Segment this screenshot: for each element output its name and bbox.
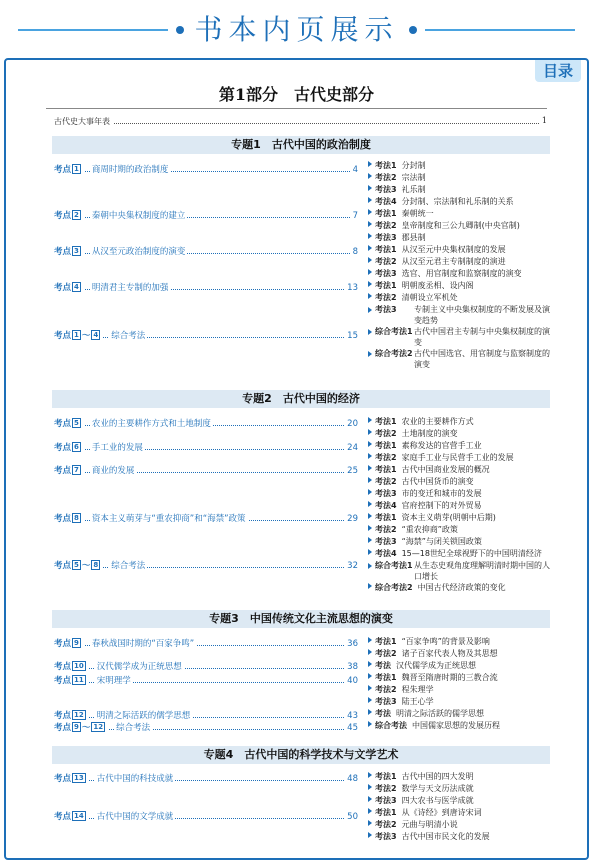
kaodian-number: 5 bbox=[74, 561, 79, 569]
kaodian-number: 14 bbox=[74, 812, 84, 820]
kaofa-label: 考法2 bbox=[375, 685, 397, 694]
toc-entry[interactable] bbox=[54, 722, 358, 734]
toc-entry[interactable] bbox=[54, 282, 358, 294]
kaofa-item[interactable] bbox=[368, 160, 554, 172]
entry-title: 汉代儒学成为正统思想 bbox=[96, 662, 182, 672]
kaofa-item[interactable] bbox=[368, 452, 554, 464]
kaofa-text: 诸子百家代表人物及其思想 bbox=[401, 649, 498, 658]
page-number: 20 bbox=[344, 418, 358, 430]
kaodian-tag: 考点 11 bbox=[54, 676, 89, 686]
kaodian-number: 13 bbox=[74, 774, 84, 782]
kaodian-tag: 考点 2 bbox=[54, 211, 84, 221]
kaofa-text: 专制主义中央集权制度的不断发展及演变趋势 bbox=[414, 305, 550, 325]
arrow-icon bbox=[368, 477, 372, 483]
entry-title: 秦朝中央集权制度的建立 bbox=[91, 211, 186, 221]
kaofa-label: 考法2 bbox=[375, 173, 397, 182]
kaofa-text: 秦朝统一 bbox=[401, 209, 434, 218]
kaodian-tag: 考点 9 bbox=[54, 639, 84, 649]
kaofa-item[interactable] bbox=[368, 783, 554, 795]
kaofa-label: 综合考法1 bbox=[375, 561, 413, 570]
kaofa-item[interactable] bbox=[368, 268, 554, 280]
kaofa-item[interactable] bbox=[368, 548, 554, 560]
kaofa-text: 从生态史观角度理解明清时期中国的人口增长 bbox=[414, 561, 550, 581]
arrow-icon bbox=[368, 465, 372, 471]
kaofa-label: 考法4 bbox=[375, 501, 397, 510]
kaofa-text: 程朱理学 bbox=[401, 685, 434, 694]
entry-title: 综合考法 bbox=[116, 723, 151, 733]
banner-title: 书本内页展示 bbox=[194, 13, 399, 46]
toc-entry[interactable] bbox=[54, 710, 358, 722]
kaofa-text: 市的变迁和城市的发展 bbox=[401, 489, 482, 498]
kaofa-label: 考法2 bbox=[375, 257, 397, 266]
kaofa-text: “海禁”与闭关锁国政策 bbox=[401, 537, 482, 546]
entry-title: 综合考法 bbox=[111, 331, 146, 341]
kaodian-number: 11 bbox=[74, 676, 84, 684]
kaofa-label: 考法3 bbox=[375, 796, 397, 805]
toc-badge: 目录 bbox=[535, 60, 581, 82]
kaofa-text: 古代中国君主专制与中央集权制度的演变 bbox=[414, 327, 550, 347]
toc-entry[interactable] bbox=[54, 442, 358, 454]
kaodian-tag: 考点 12 bbox=[54, 711, 89, 721]
arrow-icon bbox=[368, 673, 372, 679]
kaofa-label: 考法4 bbox=[375, 197, 397, 206]
kaofa-item[interactable] bbox=[368, 582, 554, 594]
kaofa-item[interactable] bbox=[368, 660, 554, 672]
header-dot-right bbox=[409, 26, 417, 34]
kaofa-text: 陆王心学 bbox=[401, 697, 434, 706]
arrow-icon bbox=[368, 808, 372, 814]
kaofa-list bbox=[368, 636, 554, 732]
kaofa-text: 清朝设立军机处 bbox=[401, 293, 458, 302]
arrow-icon bbox=[368, 221, 372, 227]
toc-entry[interactable] bbox=[54, 661, 358, 673]
kaodian-number: 7 bbox=[74, 466, 79, 474]
kaofa-item[interactable] bbox=[368, 244, 554, 256]
arrow-icon bbox=[368, 513, 372, 519]
kaofa-text: 郡县制 bbox=[401, 233, 426, 242]
kaofa-label: 考法2 bbox=[375, 525, 397, 534]
kaofa-item[interactable] bbox=[368, 476, 554, 488]
kaodian-number: 9 bbox=[74, 639, 79, 647]
kaofa-list bbox=[368, 416, 554, 594]
arrow-icon bbox=[368, 329, 372, 335]
arrow-icon bbox=[368, 269, 372, 275]
kaofa-text: “重农抑商”政策 bbox=[401, 525, 458, 534]
kaodian-number: 8 bbox=[93, 561, 99, 569]
kaofa-label: 综合考法1 bbox=[375, 327, 413, 336]
toc-entry[interactable] bbox=[54, 210, 358, 222]
banner-header bbox=[0, 0, 593, 56]
topic-title-bar: 专题2 古代中国的经济 bbox=[52, 390, 550, 408]
page-number: 7 bbox=[350, 210, 358, 222]
kaofa-label: 考法1 bbox=[375, 673, 397, 682]
arrow-icon bbox=[368, 293, 372, 299]
kaofa-label: 考法2 bbox=[375, 453, 397, 462]
kaofa-item[interactable] bbox=[368, 807, 554, 819]
arrow-icon bbox=[368, 832, 372, 838]
kaofa-text: 古代中国市民文化的发展 bbox=[401, 832, 490, 841]
chronology-page: 1 bbox=[539, 116, 547, 125]
arrow-icon bbox=[368, 583, 372, 589]
kaofa-item[interactable] bbox=[368, 672, 554, 684]
kaofa-text: 古代中国货币的演变 bbox=[401, 477, 474, 486]
toc-entry[interactable] bbox=[54, 465, 358, 477]
toc-entry[interactable] bbox=[54, 560, 358, 572]
kaofa-text: 魏晋至隋唐时期的三教合流 bbox=[401, 673, 498, 682]
kaofa-item[interactable] bbox=[368, 326, 554, 348]
kaofa-label: 考法2 bbox=[375, 820, 397, 829]
kaofa-item[interactable] bbox=[368, 440, 554, 452]
kaofa-label: 综合考法 bbox=[375, 721, 407, 730]
kaofa-label: 考法1 bbox=[375, 209, 397, 218]
kaofa-text: 从汉至元君主专制制度的演进 bbox=[401, 257, 506, 266]
arrow-icon bbox=[368, 161, 372, 167]
kaofa-label: 考法 bbox=[375, 661, 391, 670]
kaodian-tag: 考点 6 bbox=[54, 443, 84, 453]
kaodian-number: 8 bbox=[74, 514, 79, 522]
chronology-entry[interactable] bbox=[54, 116, 547, 130]
kaofa-text: 元曲与明清小说 bbox=[401, 820, 458, 829]
arrow-icon bbox=[368, 661, 372, 667]
kaofa-item[interactable] bbox=[368, 220, 554, 232]
kaofa-label: 考法1 bbox=[375, 281, 397, 290]
toc-entry[interactable] bbox=[54, 638, 358, 650]
page-number: 8 bbox=[350, 246, 358, 258]
chronology-label: 古代史大事年表 bbox=[54, 117, 113, 126]
kaodian-tag: 考点 4 bbox=[54, 283, 84, 293]
kaofa-label: 考法2 bbox=[375, 477, 397, 486]
kaofa-text: 明清之际活跃的儒学思想 bbox=[396, 709, 484, 718]
kaofa-label: 考法3 bbox=[375, 489, 397, 498]
arrow-icon bbox=[368, 709, 372, 715]
page-number: 29 bbox=[344, 513, 358, 525]
kaofa-item[interactable] bbox=[368, 819, 554, 831]
kaofa-label: 考法2 bbox=[375, 649, 397, 658]
kaofa-text: 分封制 bbox=[401, 161, 426, 170]
kaofa-item[interactable] bbox=[368, 488, 554, 500]
kaofa-text: 汉代儒学成为正统思想 bbox=[396, 661, 476, 670]
entry-title: 古代中国的文学成就 bbox=[96, 812, 174, 822]
entry-title: 明清君主专制的加强 bbox=[91, 283, 169, 293]
kaodian-number: 10 bbox=[74, 662, 84, 670]
kaofa-item[interactable] bbox=[368, 292, 554, 304]
entry-title: 综合考法 bbox=[111, 561, 146, 571]
kaofa-item[interactable] bbox=[368, 536, 554, 548]
kaodian-number: 5 bbox=[74, 419, 79, 427]
page-number: 48 bbox=[344, 773, 358, 785]
arrow-icon bbox=[368, 820, 372, 826]
kaofa-label: 考法3 bbox=[375, 697, 397, 706]
page-number: 25 bbox=[344, 465, 358, 477]
kaofa-list bbox=[368, 771, 554, 843]
kaofa-item[interactable] bbox=[368, 256, 554, 268]
entry-title: 手工业的发展 bbox=[91, 443, 143, 453]
arrow-icon bbox=[368, 185, 372, 191]
kaofa-text: 四大农书与医学成就 bbox=[401, 796, 474, 805]
kaofa-text: 土地制度的演变 bbox=[401, 429, 458, 438]
arrow-icon bbox=[368, 697, 372, 703]
arrow-icon bbox=[368, 429, 372, 435]
kaodian-tag: 考点 7 bbox=[54, 466, 84, 476]
kaofa-label: 考法1 bbox=[375, 417, 397, 426]
arrow-icon bbox=[368, 796, 372, 802]
arrow-icon bbox=[368, 649, 372, 655]
kaofa-label: 考法3 bbox=[375, 233, 397, 242]
kaofa-item[interactable] bbox=[368, 172, 554, 184]
part-title: 第1部分 古代史部分 bbox=[218, 85, 375, 104]
kaofa-text: 古代中国商业发展的概况 bbox=[401, 465, 490, 474]
kaofa-text: 古代中国的四大发明 bbox=[401, 772, 474, 781]
kaofa-item[interactable] bbox=[368, 184, 554, 196]
part-divider bbox=[46, 108, 547, 109]
kaofa-label: 考法2 bbox=[375, 429, 397, 438]
kaofa-label: 考法3 bbox=[375, 537, 397, 546]
kaofa-label: 考法1 bbox=[375, 465, 397, 474]
kaofa-label: 考法1 bbox=[375, 245, 397, 254]
kaodian-tag: 考点 13 bbox=[54, 774, 89, 784]
page-number: 24 bbox=[344, 442, 358, 454]
kaofa-text: 礼乐制 bbox=[401, 185, 426, 194]
kaofa-text: 农业的主要耕作方式 bbox=[401, 417, 474, 426]
kaofa-text: 数学与天文历法成就 bbox=[401, 784, 474, 793]
kaofa-text: 15—18世纪全球视野下的中国明清经济 bbox=[401, 549, 542, 558]
kaofa-item[interactable] bbox=[368, 708, 554, 720]
page-number: 36 bbox=[344, 638, 358, 650]
kaofa-label: 考法3 bbox=[375, 305, 397, 314]
kaofa-label: 考法4 bbox=[375, 549, 397, 558]
toc-entry[interactable] bbox=[54, 330, 358, 342]
kaofa-item[interactable] bbox=[368, 696, 554, 708]
arrow-icon bbox=[368, 525, 372, 531]
kaofa-label: 考法1 bbox=[375, 808, 397, 817]
kaodian-number: 9 bbox=[74, 723, 79, 731]
kaodian-tag: 考点 9 ～ 12 bbox=[54, 723, 108, 733]
toc-entry[interactable] bbox=[54, 675, 358, 687]
page-number: 40 bbox=[344, 675, 358, 687]
kaodian-tag: 考点 1 ～ 4 bbox=[54, 331, 103, 341]
arrow-icon bbox=[368, 233, 372, 239]
page-number: 15 bbox=[344, 330, 358, 342]
entry-title: 宋明理学 bbox=[96, 676, 131, 686]
toc-entry[interactable] bbox=[54, 164, 358, 176]
arrow-icon bbox=[368, 209, 372, 215]
kaofa-label: 考法1 bbox=[375, 772, 397, 781]
toc-entry[interactable] bbox=[54, 246, 358, 258]
kaofa-text: 素称发达的官营手工业 bbox=[401, 441, 482, 450]
kaofa-label: 考法 bbox=[375, 709, 391, 718]
kaofa-text: 资本主义萌芽(明朝中后期) bbox=[401, 513, 496, 522]
kaofa-item[interactable] bbox=[368, 208, 554, 220]
entry-title: 明清之际活跃的儒学思想 bbox=[96, 711, 191, 721]
entry-title: 商业的发展 bbox=[91, 466, 135, 476]
kaofa-item[interactable] bbox=[368, 636, 554, 648]
entry-title: 商周时期的政治制度 bbox=[91, 165, 169, 175]
page-number: 45 bbox=[344, 722, 358, 734]
arrow-icon bbox=[368, 501, 372, 507]
kaofa-item[interactable] bbox=[368, 648, 554, 660]
kaofa-label: 考法2 bbox=[375, 784, 397, 793]
kaofa-text: 从汉至元中央集权制度的发展 bbox=[401, 245, 506, 254]
kaodian-tag: 考点 3 bbox=[54, 247, 84, 257]
kaofa-item[interactable] bbox=[368, 684, 554, 696]
kaodian-tag: 考点 5 ～ 8 bbox=[54, 561, 103, 571]
kaofa-text: 宗法制 bbox=[401, 173, 426, 182]
kaodian-number: 1 bbox=[74, 165, 79, 173]
arrow-icon bbox=[368, 489, 372, 495]
kaofa-item[interactable] bbox=[368, 196, 554, 208]
arrow-icon bbox=[368, 784, 372, 790]
kaofa-item[interactable] bbox=[368, 795, 554, 807]
kaodian-tag: 考点 1 bbox=[54, 165, 84, 175]
kaofa-text: “百家争鸣”的背景及影响 bbox=[401, 637, 490, 646]
kaofa-text: 家庭手工业与民营手工业的发展 bbox=[401, 453, 514, 462]
page-number: 38 bbox=[344, 661, 358, 673]
entry-title: 古代中国的科技成就 bbox=[96, 774, 174, 784]
kaofa-item[interactable] bbox=[368, 500, 554, 512]
toc-entry[interactable] bbox=[54, 513, 358, 525]
topic-title-bar: 专题3 中国传统文化主流思想的演变 bbox=[52, 610, 550, 628]
arrow-icon bbox=[368, 637, 372, 643]
arrow-icon bbox=[368, 537, 372, 543]
arrow-icon bbox=[368, 417, 372, 423]
kaofa-label: 考法1 bbox=[375, 161, 397, 170]
arrow-icon bbox=[368, 245, 372, 251]
arrow-icon bbox=[368, 549, 372, 555]
dot-leader bbox=[54, 123, 547, 124]
kaodian-number: 2 bbox=[74, 211, 79, 219]
kaofa-item[interactable] bbox=[368, 348, 554, 370]
topic-title-bar: 专题1 古代中国的政治制度 bbox=[52, 136, 550, 154]
kaofa-text: 中国儒家思想的发展历程 bbox=[412, 721, 500, 730]
kaofa-text: 中国古代经济政策的变化 bbox=[417, 583, 506, 592]
kaofa-label: 考法1 bbox=[375, 637, 397, 646]
entry-title: 春秋战国时期的“百家争鸣” bbox=[91, 639, 195, 649]
kaofa-text: 选官、用官制度和监察制度的演变 bbox=[401, 269, 522, 278]
kaodian-number: 1 bbox=[74, 331, 79, 339]
arrow-icon bbox=[368, 281, 372, 287]
kaodian-number: 12 bbox=[74, 711, 84, 719]
kaofa-label: 考法3 bbox=[375, 185, 397, 194]
kaodian-tag: 考点 5 bbox=[54, 419, 84, 429]
kaofa-label: 综合考法2 bbox=[375, 349, 413, 358]
page-number: 43 bbox=[344, 710, 358, 722]
page-number: 13 bbox=[344, 282, 358, 294]
kaofa-item[interactable] bbox=[368, 428, 554, 440]
kaofa-list bbox=[368, 160, 554, 370]
arrow-icon bbox=[368, 257, 372, 263]
arrow-icon bbox=[368, 307, 372, 313]
kaofa-item[interactable] bbox=[368, 416, 554, 428]
kaofa-label: 考法2 bbox=[375, 293, 397, 302]
kaofa-text: 古代中国选官、用官制度与监察制度的演变 bbox=[414, 349, 550, 369]
arrow-icon bbox=[368, 351, 372, 357]
kaofa-text: 从《诗经》到唐诗宋词 bbox=[401, 808, 482, 817]
page-number: 50 bbox=[344, 811, 358, 823]
kaofa-label: 考法3 bbox=[375, 269, 397, 278]
kaofa-item[interactable] bbox=[368, 831, 554, 843]
kaofa-item[interactable] bbox=[368, 280, 554, 292]
kaofa-item[interactable] bbox=[368, 771, 554, 783]
kaofa-text: 皇帝制度和三公九卿制(中央官制) bbox=[401, 221, 520, 230]
kaofa-text: 明朝废丞相、设内阁 bbox=[401, 281, 474, 290]
kaodian-tag: 考点 14 bbox=[54, 812, 89, 822]
kaofa-item[interactable] bbox=[368, 232, 554, 244]
kaofa-item[interactable] bbox=[368, 560, 554, 582]
kaofa-item[interactable] bbox=[368, 524, 554, 536]
kaofa-label: 考法2 bbox=[375, 221, 397, 230]
toc-entry[interactable] bbox=[54, 811, 358, 823]
kaodian-tag: 考点 8 bbox=[54, 514, 84, 524]
arrow-icon bbox=[368, 563, 372, 569]
kaofa-label: 考法1 bbox=[375, 441, 397, 450]
kaofa-label: 考法1 bbox=[375, 513, 397, 522]
kaodian-number: 12 bbox=[93, 723, 104, 731]
kaofa-label: 考法3 bbox=[375, 832, 397, 841]
topic-title-bar: 专题4 古代中国的科学技术与文学艺术 bbox=[52, 746, 550, 764]
arrow-icon bbox=[368, 441, 372, 447]
arrow-icon bbox=[368, 197, 372, 203]
kaofa-item[interactable] bbox=[368, 512, 554, 524]
kaodian-number: 4 bbox=[93, 331, 99, 339]
arrow-icon bbox=[368, 685, 372, 691]
entry-title: 从汉至元政治制度的演变 bbox=[91, 247, 186, 257]
toc-entry[interactable] bbox=[54, 773, 358, 785]
kaodian-tag: 考点 10 bbox=[54, 662, 89, 672]
arrow-icon bbox=[368, 173, 372, 179]
arrow-icon bbox=[368, 721, 372, 727]
kaofa-item[interactable] bbox=[368, 304, 554, 326]
kaofa-item[interactable] bbox=[368, 464, 554, 476]
kaofa-text: 分封制、宗法制和礼乐制的关系 bbox=[401, 197, 514, 206]
arrow-icon bbox=[368, 453, 372, 459]
entry-title: 农业的主要耕作方式和土地制度 bbox=[91, 419, 211, 429]
entry-title: 资本主义萌芽与“重农抑商”和“海禁”政策 bbox=[91, 514, 246, 524]
page-number: 4 bbox=[350, 164, 358, 176]
kaodian-number: 3 bbox=[74, 247, 79, 255]
kaofa-label: 综合考法2 bbox=[375, 583, 413, 592]
header-divider-right bbox=[425, 29, 575, 31]
arrow-icon bbox=[368, 772, 372, 778]
toc-page bbox=[4, 58, 589, 860]
kaofa-text: 官府控制下的对外贸易 bbox=[401, 501, 482, 510]
toc-entry[interactable] bbox=[54, 418, 358, 430]
kaodian-number: 4 bbox=[74, 283, 79, 291]
kaofa-item[interactable] bbox=[368, 720, 554, 732]
kaodian-number: 6 bbox=[74, 443, 79, 451]
page-number: 32 bbox=[344, 560, 358, 572]
